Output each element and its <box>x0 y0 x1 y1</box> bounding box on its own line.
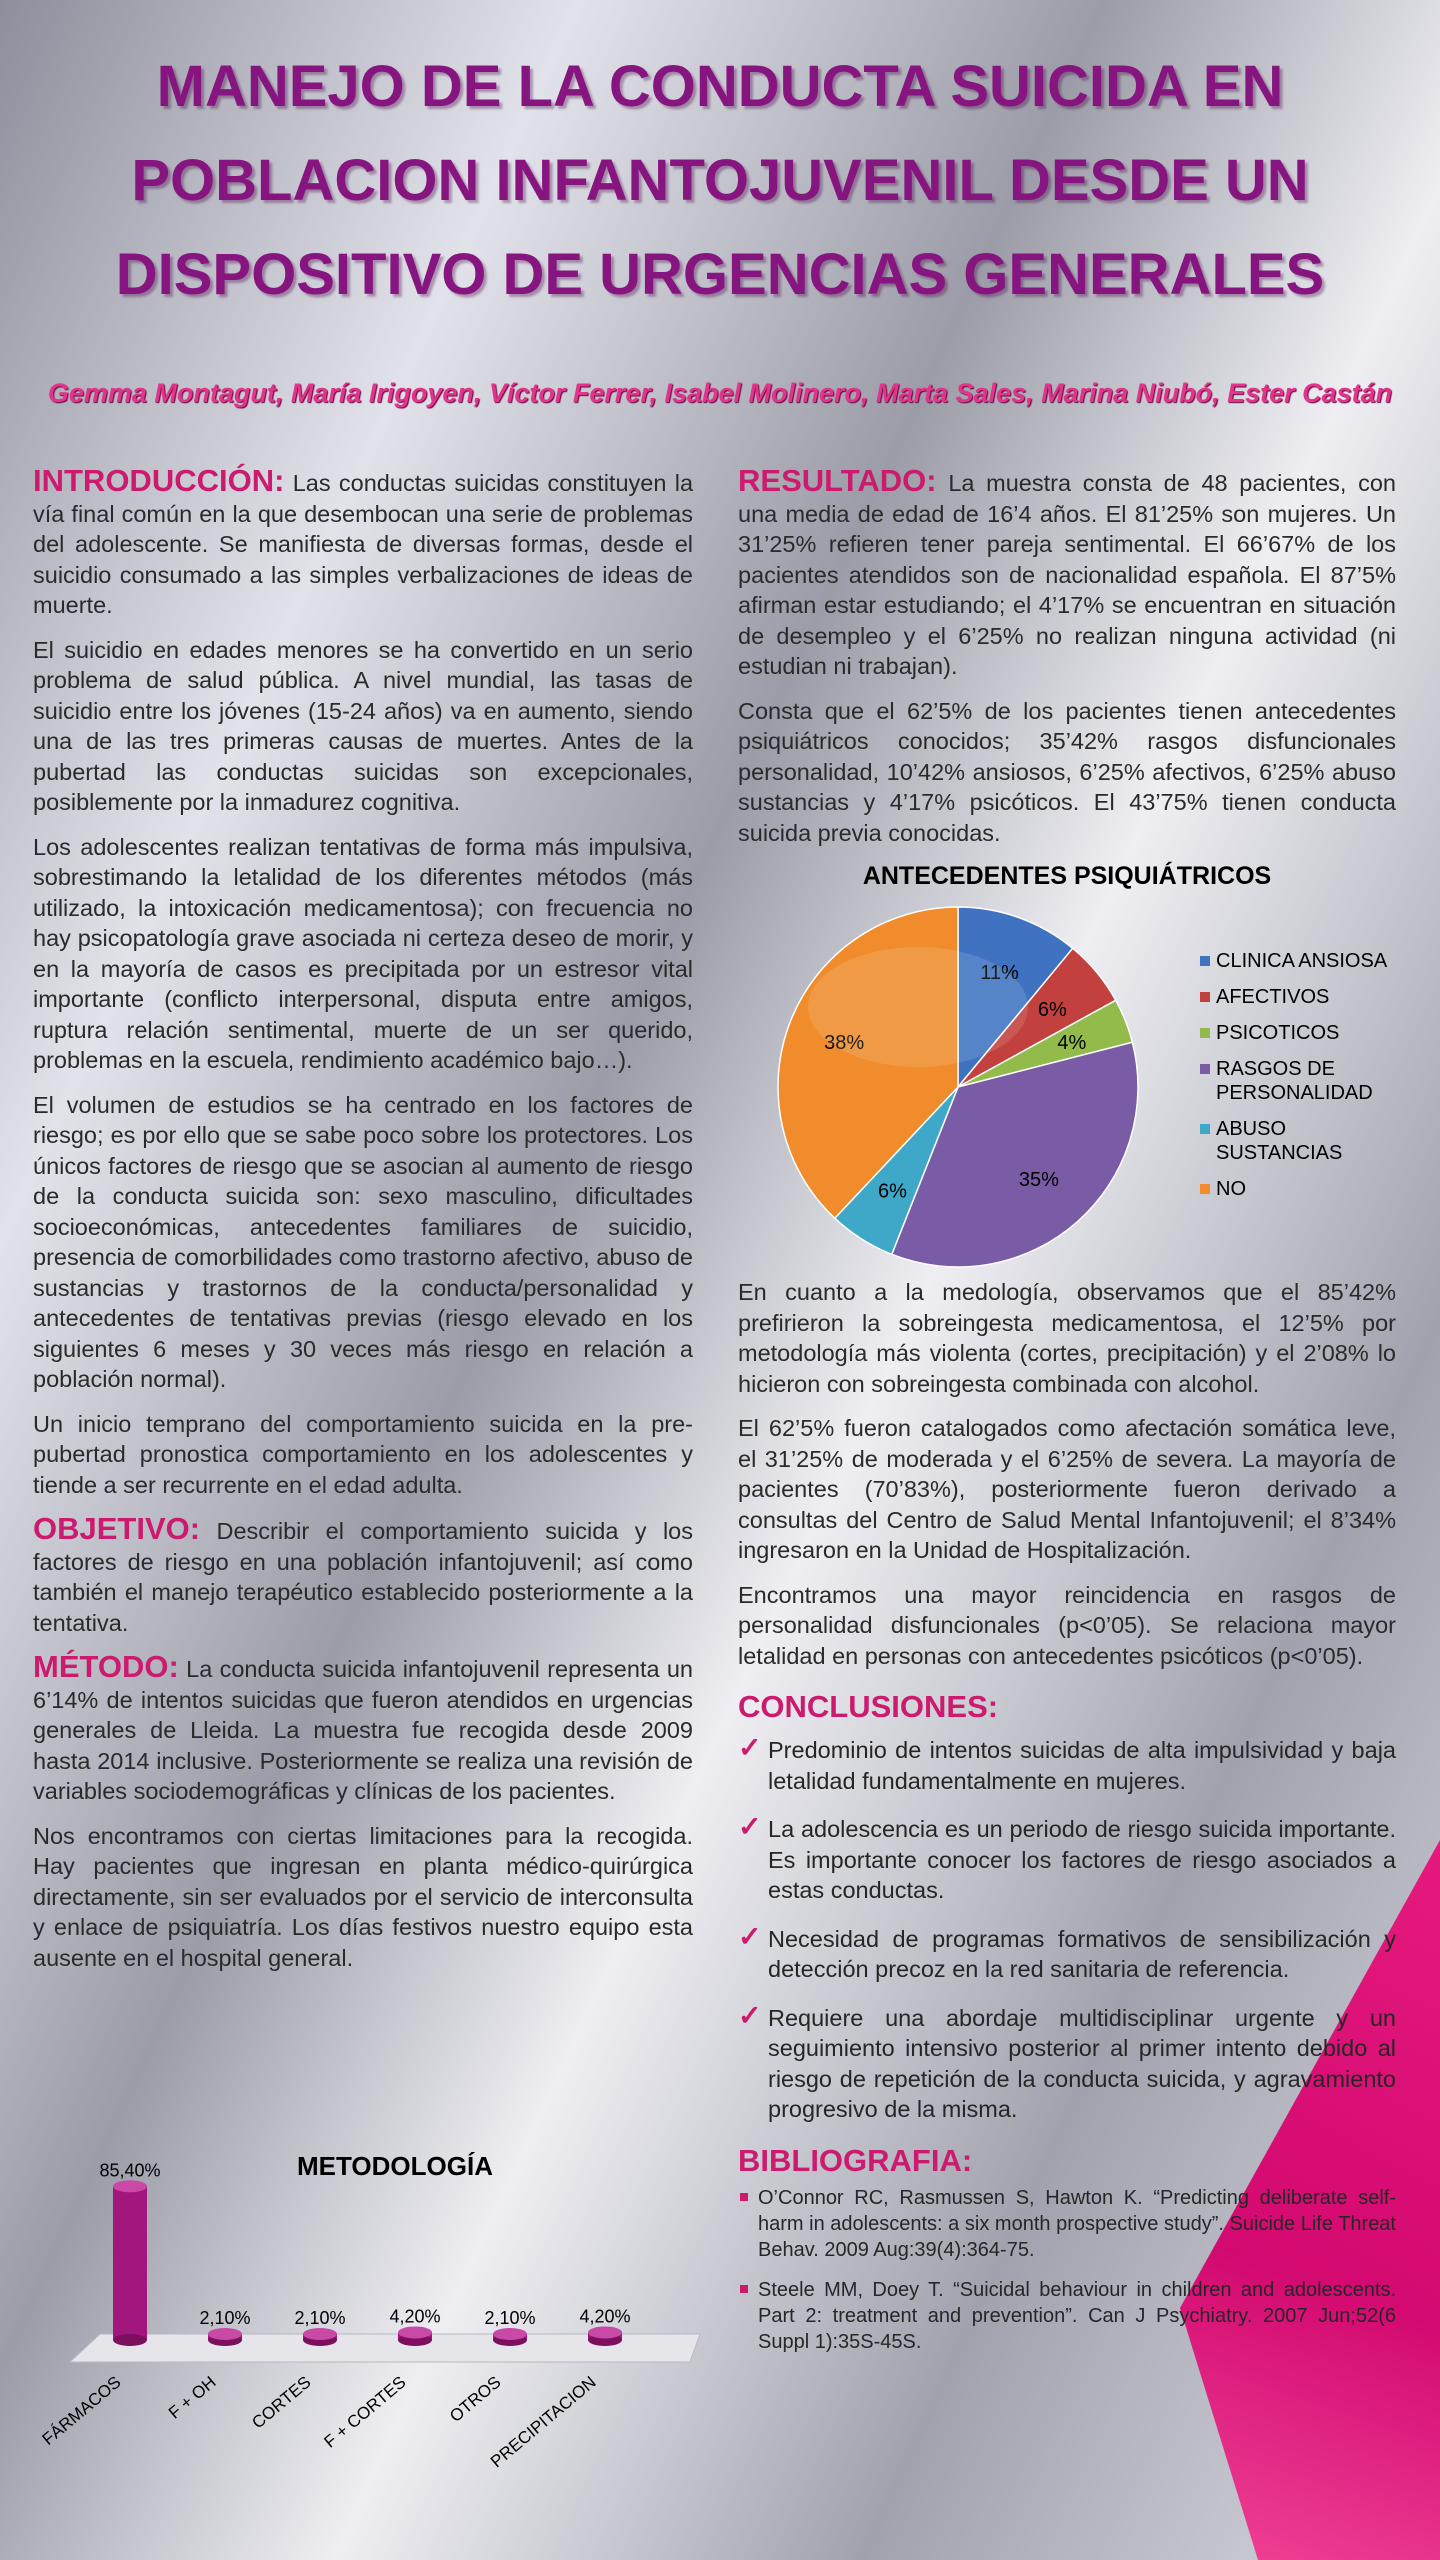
legend-label: CLINICA ANSIOSA <box>1216 950 1388 972</box>
objetivo-paragraph <box>33 1511 694 1638</box>
bar-data-label: 4,20% <box>389 2306 441 2327</box>
conclusion-text: Predominio de intentos suicidas de alta impulsividad y baja letalidad fundamentalmente en mujeres. <box>768 1737 1396 1794</box>
bibliografia-heading: BIBLIOGRAFIA: <box>738 2142 973 2178</box>
pie-slice-label: 6% <box>877 1180 907 1203</box>
resultado-heading: RESULTADO: <box>738 463 937 498</box>
intro-paragraph-2: El suicidio en edades menores se ha convertido en un serio problema de salud pública. A nivel mundial, las tasas de suicidio entre los jóvenes (15-24 años) va en aumento, siendo una de las tres primeras causas de muertes. Antes de la pubertad las conductas suicidas son excepcionales, posiblemente por la inmadurez cognitiva. <box>33 636 693 815</box>
bar-category-label: OTROS <box>446 2372 505 2426</box>
legend-item <box>1200 1177 1400 1201</box>
resultado-paragraph-1 <box>738 463 1396 682</box>
bullet-icon <box>740 2193 748 2201</box>
conclusiones-heading: CONCLUSIONES: <box>738 1689 999 1724</box>
antecedentes-pie-chart <box>738 897 1198 1277</box>
bib-item <box>738 2277 1396 2355</box>
conclusion-text: Requiere una abordaje multidisciplinar urgente y un seguimiento intensivo posterior al primer intento debido al riesgo de repetición de la conducta suicida, y agravamiento progresivo de la misma. <box>768 2004 1396 2122</box>
pie-slice-label: 4% <box>1057 1031 1087 1054</box>
legend-swatch <box>1200 956 1210 966</box>
bib-item <box>738 2185 1396 2263</box>
metodo-text-1: La conducta suicida infantojuvenil representa un 6’14% de intentos suicidas que fueron atendidos en urgencias generales de Lleida. La muestra fue recogida desde 2009 hasta 2014 inclusive. Posteriormente se realiza una revisión de variables sociodemográficas y clínicas de los pacientes. <box>33 1656 693 1804</box>
legend-swatch <box>1200 1184 1210 1194</box>
legend-item <box>1200 1021 1400 1045</box>
legend-item <box>1200 985 1400 1009</box>
bibliografia-list <box>738 2185 1396 2355</box>
objetivo-heading: OBJETIVO: <box>33 1511 201 1546</box>
legend-label: NO <box>1216 1178 1246 1200</box>
resultado-paragraph-4: El 62’5% fueron catalogados como afectación somática leve, el 31’25% de moderada y el 6’25% de severa. La mayoría de pacientes (70’83%), posteriormente fueron derivado a consultas del Centro de Salud Mental Infantojuvenil; el 8’34% ingresaron en la Unidad de Hospitalización. <box>738 1415 1396 1563</box>
bar-data-label: 85,40% <box>99 2160 161 2181</box>
checkmark-icon: ✓ <box>738 1920 762 1952</box>
bar-data-label: 4,20% <box>579 2306 631 2327</box>
pie-legend <box>1200 949 1400 1213</box>
intro-paragraph-4: El volumen de estudios se ha centrado en los factores de riesgo; es por ello que se sabe poco sobre los protectores. Los únicos factores de riesgo que se asocian al aumento de riesgo de la conducta suicida son: sexo masculino, dificultades socioeconómicas, antecedentes familiares de suicidio, presencia de comorbilidades como trastorno afectivo, abuso de sustancias y trastornos de la conducta/personalidad y antecedentes de tentativas previas (riesgo elevado en los siguientes 6 meses y 30 veces más riesgo en relación a población normal). <box>33 1091 693 1392</box>
checkmark-icon: ✓ <box>738 1732 762 1763</box>
conclusion-item <box>738 1811 1396 1906</box>
bar-category-label: F + OH <box>165 2372 220 2423</box>
objetivo-text: Describir el comportamiento suicida y los factores de riesgo en una población infantojuvenil; así como también el manejo terapéutico establecido posteriormente a la tentativa. <box>33 1518 694 1636</box>
pie-gloss <box>808 947 1028 1067</box>
legend-label: RASGOS DE PERSONALIDAD <box>1216 1058 1373 1104</box>
left-column <box>33 463 694 1987</box>
bar-top <box>303 2328 337 2340</box>
intro-heading: INTRODUCCIÓN: <box>33 463 285 498</box>
bar-top <box>493 2328 527 2340</box>
bar-top <box>588 2326 622 2338</box>
metodo-paragraph-2: Nos encontramos con ciertas limitaciones para la recogida. Hay pacientes que ingresan en planta médico-quirúrgica directamente, sin ser evaluados por el servicio de interconsulta y enlace de psiquiatría. Los días festivos nuestro equipo esta ausente en el hospital general. <box>33 1822 693 1971</box>
authors: Gemma Montagut, María Irigoyen, Víctor Ferrer, Isabel Molinero, Marta Sales, Marina Niubó, Ester Castán <box>47 378 1393 408</box>
legend-swatch <box>1200 992 1210 1002</box>
legend-label: ABUSO SUSTANCIAS <box>1216 1118 1343 1164</box>
pie-chart-title: ANTECEDENTES PSIQUIÁTRICOS <box>862 862 1272 890</box>
bar-category-label: FÁRMACOS <box>38 2372 125 2449</box>
resultado-paragraph-2: Consta que el 62’5% de los pacientes tienen antecedentes psiquiátricos conocidos; 35’42% rasgos disfuncionales personalidad, 10’42% ansiosos, 6’25% afectivos, 6’25% abuso sustancias y 4’17% psicóticos. El 43’75% tienen conducta suicida previa conocidas. <box>738 697 1396 846</box>
legend-label: PSICOTICOS <box>1216 1022 1340 1044</box>
legend-label: AFECTIVOS <box>1216 986 1330 1008</box>
bar-data-label: 2,10% <box>294 2308 346 2328</box>
pie-slice-label: 35% <box>1018 1168 1059 1191</box>
metodo-paragraph-1 <box>33 1649 693 1807</box>
poster-title: MANEJO DE LA CONDUCTA SUICIDA EN POBLACION INFANTOJUVENIL DESDE UN DISPOSITIVO DE URGENCIAS GENERALES <box>115 54 1325 307</box>
bar-base <box>113 2334 147 2346</box>
checkmark-icon: ✓ <box>738 1811 762 1842</box>
intro-paragraph-5: Un inicio temprano del comportamiento suicida en la pre-pubertad pronostica comportamiento en los adolescentes y tiende a ser recurrente en el edad adulta. <box>33 1410 693 1498</box>
metodo-heading: MÉTODO: <box>33 1649 179 1684</box>
conclusion-text: La adolescencia es un periodo de riesgo suicida importante. Es importante conocer los factores de riesgo asociados a estas conductas. <box>768 1816 1396 1903</box>
conclusion-item <box>738 1920 1396 1985</box>
intro-paragraph-3: Los adolescentes realizan tentativas de forma más impulsiva, sobrestimando la letalidad de los diferentes métodos (más utilizado, la intoxicación medicamentosa); con frecuencia no hay psicopatología grave asociada ni certeza deseo de morir, y en la mayoría de casos es precipitada por un estresor vital importante (conflicto interpersonal, disputa entre amigos, ruptura relación sentimental, muerte de un ser querido, problemas en la escuela, rendimiento académico bajo…). <box>33 833 693 1073</box>
bar-top <box>398 2326 432 2338</box>
legend-item <box>1200 1117 1400 1165</box>
right-column <box>738 463 1396 2369</box>
legend-swatch <box>1200 1124 1210 1134</box>
legend-swatch <box>1200 1064 1210 1074</box>
bar <box>113 2186 147 2340</box>
bar-category-label: PRECIPITACION <box>487 2372 600 2472</box>
bib-text: O’Connor RC, Rasmussen S, Hawton K. “Predicting deliberate self-harm in adolescents: a six month prospective study”. Suicide Life Threat Behav. 2009 Aug:39(4):364-75. <box>758 2186 1396 2261</box>
bar-top <box>208 2328 242 2340</box>
legend-swatch <box>1200 1028 1210 1038</box>
pie-slice-label: 38% <box>824 1031 865 1054</box>
bar-data-label: 2,10% <box>484 2308 536 2328</box>
intro-text-1: Las conductas suicidas constituyen la vía final común en la que desembocan una serie de problemas del adolescente. Se manifiesta de diversas formas, desde el suicidio consumado a las simples verbalizaciones de ideas de muerte. <box>33 470 694 618</box>
conclusion-text: Necesidad de programas formativos de sensibilización y detección precoz en la red sanitaria de referencia. <box>768 1925 1396 1982</box>
pie-slice-label: 6% <box>1037 998 1067 1021</box>
pie-chart-wrap <box>738 897 1396 1277</box>
resultado-paragraph-3: En cuanto a la medología, observamos que el 85’42% prefirieron la sobreingesta medicamentosa, el 12’5% por metodología más violenta (cortes, precipitación) y el 2’08% lo hicieron con sobreingesta combinada con alcohol. <box>738 1279 1396 1397</box>
bar-category-label: CORTES <box>248 2372 315 2433</box>
conclusion-item <box>738 1999 1396 2125</box>
checkmark-icon: ✓ <box>738 1999 762 2031</box>
bar-chart-title: METODOLOGÍA <box>297 2151 493 2181</box>
legend-item <box>1200 949 1400 973</box>
bar-data-label: 2,10% <box>199 2308 251 2328</box>
legend-item <box>1200 1057 1400 1105</box>
bar-top <box>113 2180 147 2192</box>
intro-paragraph-1 <box>33 463 694 621</box>
metodologia-bar-chart <box>30 2130 710 2480</box>
conclusion-item <box>738 1732 1396 1796</box>
bar-category-label: F + CORTES <box>320 2372 410 2452</box>
conclusiones-list <box>738 1732 1396 2125</box>
resultado-paragraph-5: Encontramos una mayor reincidencia en rasgos de personalidad disfuncionales (p<0’05). Se relaciona mayor letalidad en personas con antecedentes psicóticos (p<0’05). <box>738 1581 1396 1669</box>
resultado-text-1: La muestra consta de 48 pacientes, con una media de edad de 16’4 años. El 81’25% son mujeres. Un 31’25% refieren tener pareja sentimental. El 66’67% de los pacientes atendidos son de nacionalidad española. El 87’5% afirman estar estudiando; el 4’17% se encuentran en situación de desempleo y el 6’25% no realizan ninguna actividad (ni estudian ni trabajan). <box>738 470 1396 679</box>
bib-text: Steele MM, Doey T. “Suicidal behaviour in children and adolescents. Part 2: treatment and prevention”. Can J Psychiatry. 2007 Jun;52(6 Suppl 1):35S-45S. <box>758 2278 1396 2353</box>
bullet-icon <box>740 2285 748 2293</box>
pie-slice-label: 11% <box>980 961 1019 984</box>
